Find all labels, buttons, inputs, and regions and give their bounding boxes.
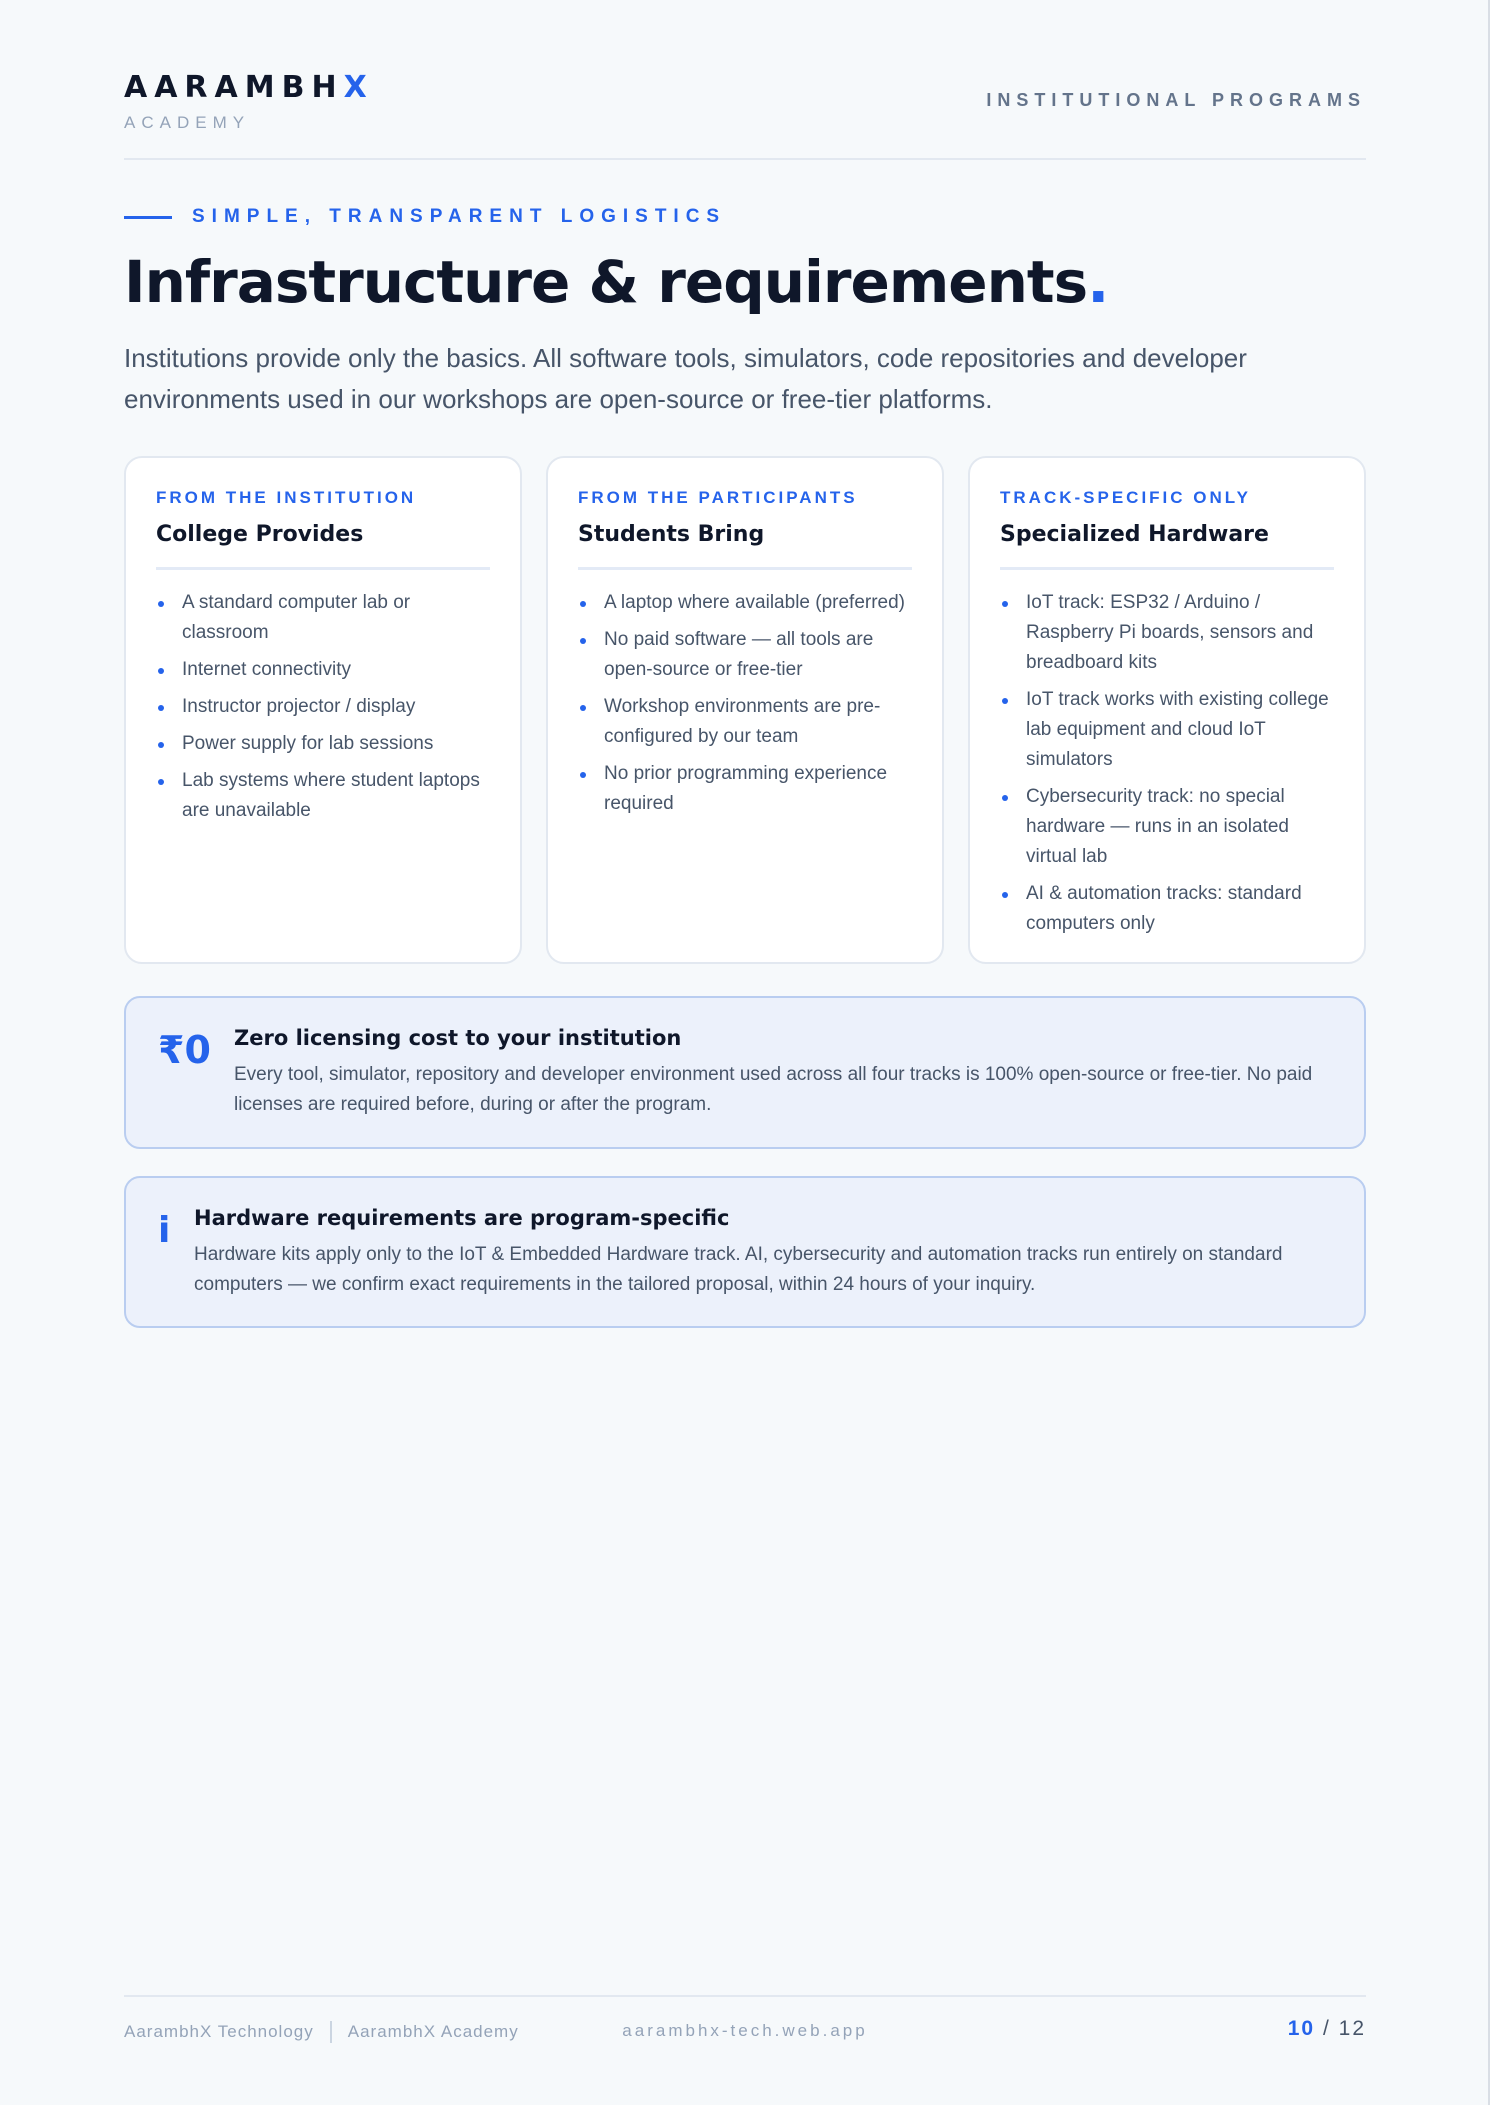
- callout-text: Hardware kits apply only to the IoT & Embedded Hardware track. AI, cybersecurity and automation tracks run entirely on standard computers — we confirm exact requirements in the tailored proposal, within 24 hours of your inquiry.: [194, 1244, 1283, 1295]
- list-item: [578, 625, 912, 685]
- card-list: [156, 588, 490, 826]
- list-item-text: Instructor projector / display: [182, 696, 416, 717]
- callout-body: [234, 1026, 1324, 1120]
- callout-zero-licensing: [124, 996, 1366, 1149]
- callout-body: [194, 1206, 1324, 1300]
- card-list: [578, 588, 912, 819]
- bullet-dot-icon: [580, 772, 586, 778]
- list-item: [156, 655, 490, 685]
- title-accent-dot: .: [1087, 248, 1109, 316]
- list-item: [578, 759, 912, 819]
- page-footer: [124, 1995, 1366, 2055]
- list-item-text: AI & automation tracks: standard computers only: [1026, 883, 1302, 934]
- list-item-text: Lab systems where student laptops are unavailable: [182, 770, 480, 821]
- footer-website-link[interactable]: aarambhx-tech.web.app: [622, 2021, 868, 2040]
- hero-eyebrow: [124, 205, 726, 229]
- callout-title: Zero licensing cost to your institution: [234, 1026, 682, 1050]
- card-title: College Provides: [156, 522, 490, 570]
- logo[interactable]: [124, 70, 374, 105]
- list-item: [1000, 685, 1334, 775]
- rupee-icon: ₹0: [158, 1028, 211, 1072]
- card-students-bring: [546, 456, 944, 964]
- bullet-dot-icon: [158, 779, 164, 785]
- list-item-text: A standard computer lab or classroom: [182, 592, 411, 643]
- page-title: [124, 248, 1108, 316]
- list-item-text: A laptop where available (preferred): [604, 592, 906, 613]
- bullet-dot-icon: [158, 742, 164, 748]
- eyebrow-text: SIMPLE, TRANSPARENT LOGISTICS: [192, 206, 727, 227]
- bullet-dot-icon: [580, 705, 586, 711]
- footer-company: AarambhX Technology: [124, 2022, 314, 2041]
- bullet-dot-icon: [1002, 892, 1008, 898]
- page-current: 10: [1287, 2017, 1316, 2040]
- card-title: Students Bring: [578, 522, 912, 570]
- list-item-text: Cybersecurity track: no special hardware — runs in an isolated virtual lab: [1026, 786, 1289, 867]
- list-item: [156, 729, 490, 759]
- page-separator: /: [1322, 2017, 1331, 2040]
- list-item: [156, 766, 490, 826]
- card-college-provides: [124, 456, 522, 964]
- page-number: [1288, 2017, 1366, 2041]
- callout-hardware-requirements: [124, 1176, 1366, 1328]
- list-item-text: No prior programming experience required: [604, 763, 888, 814]
- bullet-dot-icon: [158, 705, 164, 711]
- list-item-text: No paid software — all tools are open-source or free-tier: [604, 629, 874, 680]
- card-list: [1000, 588, 1334, 939]
- bullet-dot-icon: [1002, 698, 1008, 704]
- page-header: [124, 70, 1366, 160]
- card-eyebrow: FROM THE PARTICIPANTS: [578, 488, 858, 507]
- callout-text: Every tool, simulator, repository and developer environment used across all four tracks is 100% open-source or free-tier. No paid licenses are required before, during or after the program.: [234, 1064, 1313, 1115]
- bullet-dot-icon: [580, 638, 586, 644]
- list-item-text: Power supply for lab sessions: [182, 733, 434, 754]
- list-item-text: Workshop environments are pre-configured by our team: [604, 696, 881, 747]
- requirements-cards: [124, 456, 1366, 964]
- list-item: [1000, 782, 1334, 872]
- card-title: Specialized Hardware: [1000, 522, 1334, 570]
- page-total: 12: [1338, 2017, 1366, 2040]
- callout-title: Hardware requirements are program-specific: [194, 1206, 730, 1230]
- card-eyebrow: TRACK-SPECIFIC ONLY: [1000, 488, 1251, 507]
- logo-subtitle: ACADEMY: [124, 113, 251, 132]
- bullet-dot-icon: [1002, 601, 1008, 607]
- eyebrow-accent-line: [124, 216, 172, 219]
- list-item-text: IoT track works with existing college lab equipment and cloud IoT simulators: [1026, 689, 1329, 770]
- bullet-dot-icon: [158, 668, 164, 674]
- list-item: [156, 588, 490, 648]
- card-specialized-hardware: [968, 456, 1366, 964]
- logo-accent-text: X: [343, 70, 374, 105]
- list-item: [578, 692, 912, 752]
- bullet-dot-icon: [158, 601, 164, 607]
- logo-main-text: AARAMBH: [124, 70, 344, 105]
- section-label: INSTITUTIONAL PROGRAMS: [986, 90, 1366, 110]
- list-item: [1000, 879, 1334, 939]
- page-title-text: Infrastructure & requirements: [124, 248, 1088, 316]
- list-item-text: Internet connectivity: [182, 659, 351, 680]
- list-item: [1000, 588, 1334, 678]
- list-item: [578, 588, 912, 618]
- list-item-text: IoT track: ESP32 / Arduino / Raspberry Pi boards, sensors and breadboard kits: [1026, 592, 1314, 673]
- card-eyebrow: FROM THE INSTITUTION: [156, 488, 417, 507]
- lead-paragraph: Institutions provide only the basics. All software tools, simulators, code repositories and developer environments used in our workshops are open-source or free-tier platforms.: [124, 343, 1247, 414]
- bullet-dot-icon: [580, 601, 586, 607]
- bullet-dot-icon: [1002, 795, 1008, 801]
- footer-academy: AarambhX Academy: [347, 2022, 519, 2041]
- info-icon: i: [158, 1210, 171, 1251]
- list-item: [156, 692, 490, 722]
